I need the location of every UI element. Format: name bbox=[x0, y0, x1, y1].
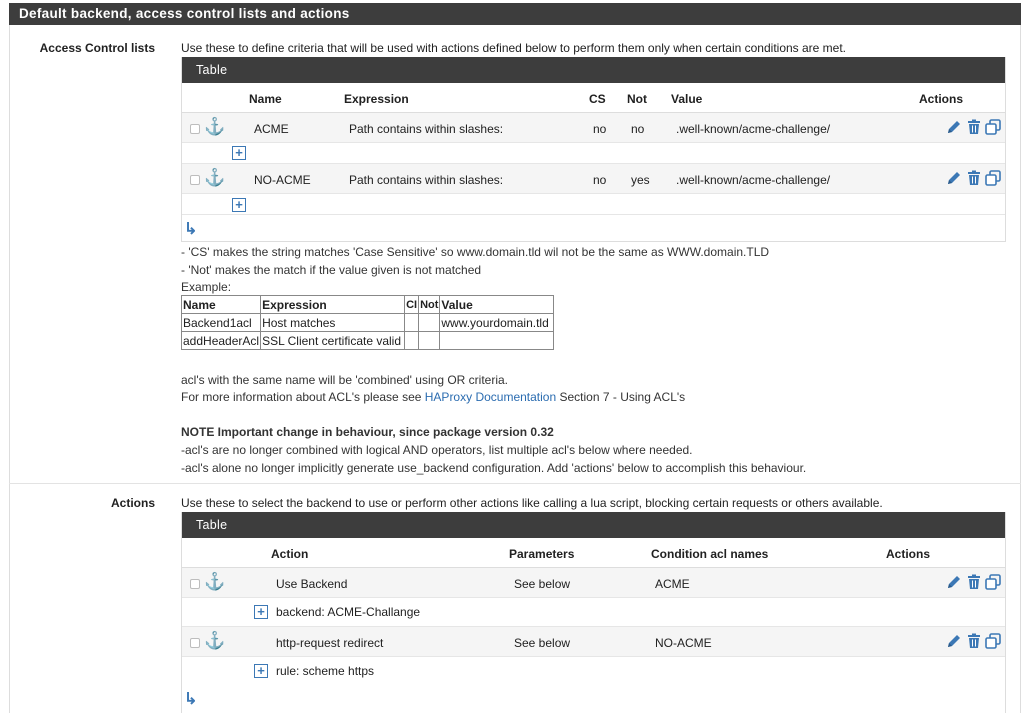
acl-table bbox=[181, 57, 1006, 242]
acl-table-header bbox=[182, 83, 1005, 113]
action-parameters: See below bbox=[514, 636, 571, 650]
acl-subrow bbox=[182, 194, 1005, 215]
acl-expression: Path contains within slashes: bbox=[349, 173, 504, 187]
col-name: Name bbox=[249, 92, 282, 106]
delete-trash-icon[interactable] bbox=[967, 170, 981, 189]
col-value: Value bbox=[671, 92, 703, 106]
section-divider bbox=[9, 483, 1021, 484]
col-condition: Condition acl names bbox=[651, 547, 769, 561]
actions-section-description: Use these to select the backend to use or perform other actions like calling a lua script, blocking certain requests or others available. bbox=[181, 496, 883, 510]
col-not: Not bbox=[627, 92, 647, 106]
col-parameters: Parameters bbox=[509, 547, 575, 561]
acl-cs: no bbox=[593, 122, 607, 136]
acl-name: ACME bbox=[254, 122, 289, 136]
delete-trash-icon[interactable] bbox=[967, 119, 981, 138]
copy-icon[interactable] bbox=[985, 633, 1001, 652]
panel-title: Default backend, access control lists and actions bbox=[9, 3, 1021, 25]
row-select-checkbox[interactable] bbox=[190, 124, 200, 134]
col-actions: Actions bbox=[886, 547, 931, 561]
table-row bbox=[182, 164, 1005, 194]
example-cell bbox=[440, 332, 554, 350]
more-info-note bbox=[181, 390, 685, 404]
action-name: Use Backend bbox=[276, 577, 348, 591]
example-cell: Host matches bbox=[261, 314, 405, 332]
more-info-suffix: Section 7 - Using ACL's bbox=[559, 390, 686, 404]
action-name: http-request redirect bbox=[276, 636, 384, 650]
acl-not: no bbox=[631, 122, 645, 136]
table-row bbox=[182, 627, 1005, 657]
acl-name: NO-ACME bbox=[254, 173, 311, 187]
anchor-drag-icon[interactable]: ⚓ bbox=[204, 168, 226, 187]
example-cell bbox=[419, 332, 440, 350]
important-note-2: -acl's alone no longer implicitly generate use_backend configuration. Add 'actions' below to accomplish this behaviour. bbox=[181, 461, 807, 475]
acl-not: yes bbox=[631, 173, 650, 187]
acl-section-label: Access Control lists bbox=[39, 41, 155, 55]
example-cell: Backend1acl bbox=[182, 314, 261, 332]
col-action: Action bbox=[271, 547, 309, 561]
row-select-checkbox[interactable] bbox=[190, 638, 200, 648]
cs-note: - 'CS' makes the string matches 'Case Sensitive' so www.domain.tld wil not be the same as WWW.domain.TLD bbox=[181, 245, 770, 259]
example-label: Example: bbox=[181, 280, 232, 294]
copy-icon[interactable] bbox=[985, 119, 1001, 138]
row-select-checkbox[interactable] bbox=[190, 175, 200, 185]
delete-trash-icon[interactable] bbox=[967, 633, 981, 652]
table-end-row bbox=[182, 215, 1005, 241]
example-cell bbox=[405, 314, 419, 332]
acl-value: .well-known/acme-challenge/ bbox=[676, 122, 831, 136]
col-cs: CS bbox=[589, 92, 606, 106]
edit-pencil-icon[interactable] bbox=[946, 633, 962, 652]
actions-section-label: Actions bbox=[110, 496, 155, 510]
table-end-row bbox=[182, 685, 1005, 713]
table-row bbox=[182, 113, 1005, 143]
important-note-1: -acl's are no longer combined with logical AND operators, list multiple acl's below where needed. bbox=[181, 443, 693, 457]
table-row bbox=[182, 568, 1005, 598]
acl-section-description: Use these to define criteria that will be used with actions defined below to perform them only when certain conditions are met. bbox=[181, 41, 847, 55]
example-cell bbox=[419, 314, 440, 332]
example-table bbox=[181, 295, 554, 350]
action-parameters: See below bbox=[514, 577, 571, 591]
example-header-not: Not bbox=[419, 296, 440, 314]
actions-table bbox=[181, 512, 1006, 713]
expand-plus-icon[interactable] bbox=[232, 198, 246, 212]
row-select-checkbox[interactable] bbox=[190, 579, 200, 589]
copy-icon[interactable] bbox=[985, 574, 1001, 593]
actions-table-title: Table bbox=[182, 512, 1005, 538]
example-header-value: Value bbox=[440, 296, 554, 314]
action-detail: rule: scheme https bbox=[276, 664, 375, 678]
action-detail-row bbox=[182, 657, 1005, 685]
example-cell bbox=[405, 332, 419, 350]
action-condition: NO-ACME bbox=[655, 636, 712, 650]
actions-table-header bbox=[182, 538, 1005, 568]
acl-table-title: Table bbox=[182, 57, 1005, 83]
action-detail: backend: ACME-Challange bbox=[276, 605, 421, 619]
edit-pencil-icon[interactable] bbox=[946, 119, 962, 138]
not-note: - 'Not' makes the match if the value given is not matched bbox=[181, 263, 482, 277]
expand-plus-icon[interactable] bbox=[254, 605, 268, 619]
edit-pencil-icon[interactable] bbox=[946, 170, 962, 189]
expand-plus-icon[interactable] bbox=[232, 146, 246, 160]
expand-plus-icon[interactable] bbox=[254, 664, 268, 678]
important-title: NOTE Important change in behaviour, since package version 0.32 bbox=[181, 425, 554, 439]
action-detail-row bbox=[182, 598, 1005, 627]
acl-cs: no bbox=[593, 173, 607, 187]
example-header-ci: CI bbox=[405, 296, 419, 314]
acl-expression: Path contains within slashes: bbox=[349, 122, 504, 136]
example-header-expression: Expression bbox=[261, 296, 405, 314]
example-cell: addHeaderAcl bbox=[183, 333, 260, 348]
combined-note: acl's with the same name will be 'combined' using OR criteria. bbox=[181, 373, 509, 387]
edit-pencil-icon[interactable] bbox=[946, 574, 962, 593]
more-info-prefix: For more information about ACL's please see bbox=[181, 390, 422, 404]
col-expression: Expression bbox=[344, 92, 409, 106]
anchor-drag-icon[interactable]: ⚓ bbox=[204, 117, 226, 136]
acl-subrow bbox=[182, 143, 1005, 164]
add-row-arrow-icon[interactable]: ↳ bbox=[184, 691, 198, 708]
delete-trash-icon[interactable] bbox=[967, 574, 981, 593]
anchor-drag-icon[interactable]: ⚓ bbox=[204, 631, 226, 650]
anchor-drag-icon[interactable]: ⚓ bbox=[204, 572, 226, 591]
acl-value: .well-known/acme-challenge/ bbox=[676, 173, 831, 187]
add-row-arrow-icon[interactable]: ↳ bbox=[184, 221, 198, 238]
col-actions: Actions bbox=[919, 92, 964, 106]
haproxy-documentation-link[interactable]: HAProxy Documentation bbox=[424, 390, 557, 404]
copy-icon[interactable] bbox=[985, 170, 1001, 189]
example-header-name: Name bbox=[182, 296, 261, 314]
example-cell: SSL Client certificate valid bbox=[261, 332, 405, 350]
action-condition: ACME bbox=[655, 577, 690, 591]
example-cell: www.yourdomain.tld bbox=[440, 314, 554, 332]
